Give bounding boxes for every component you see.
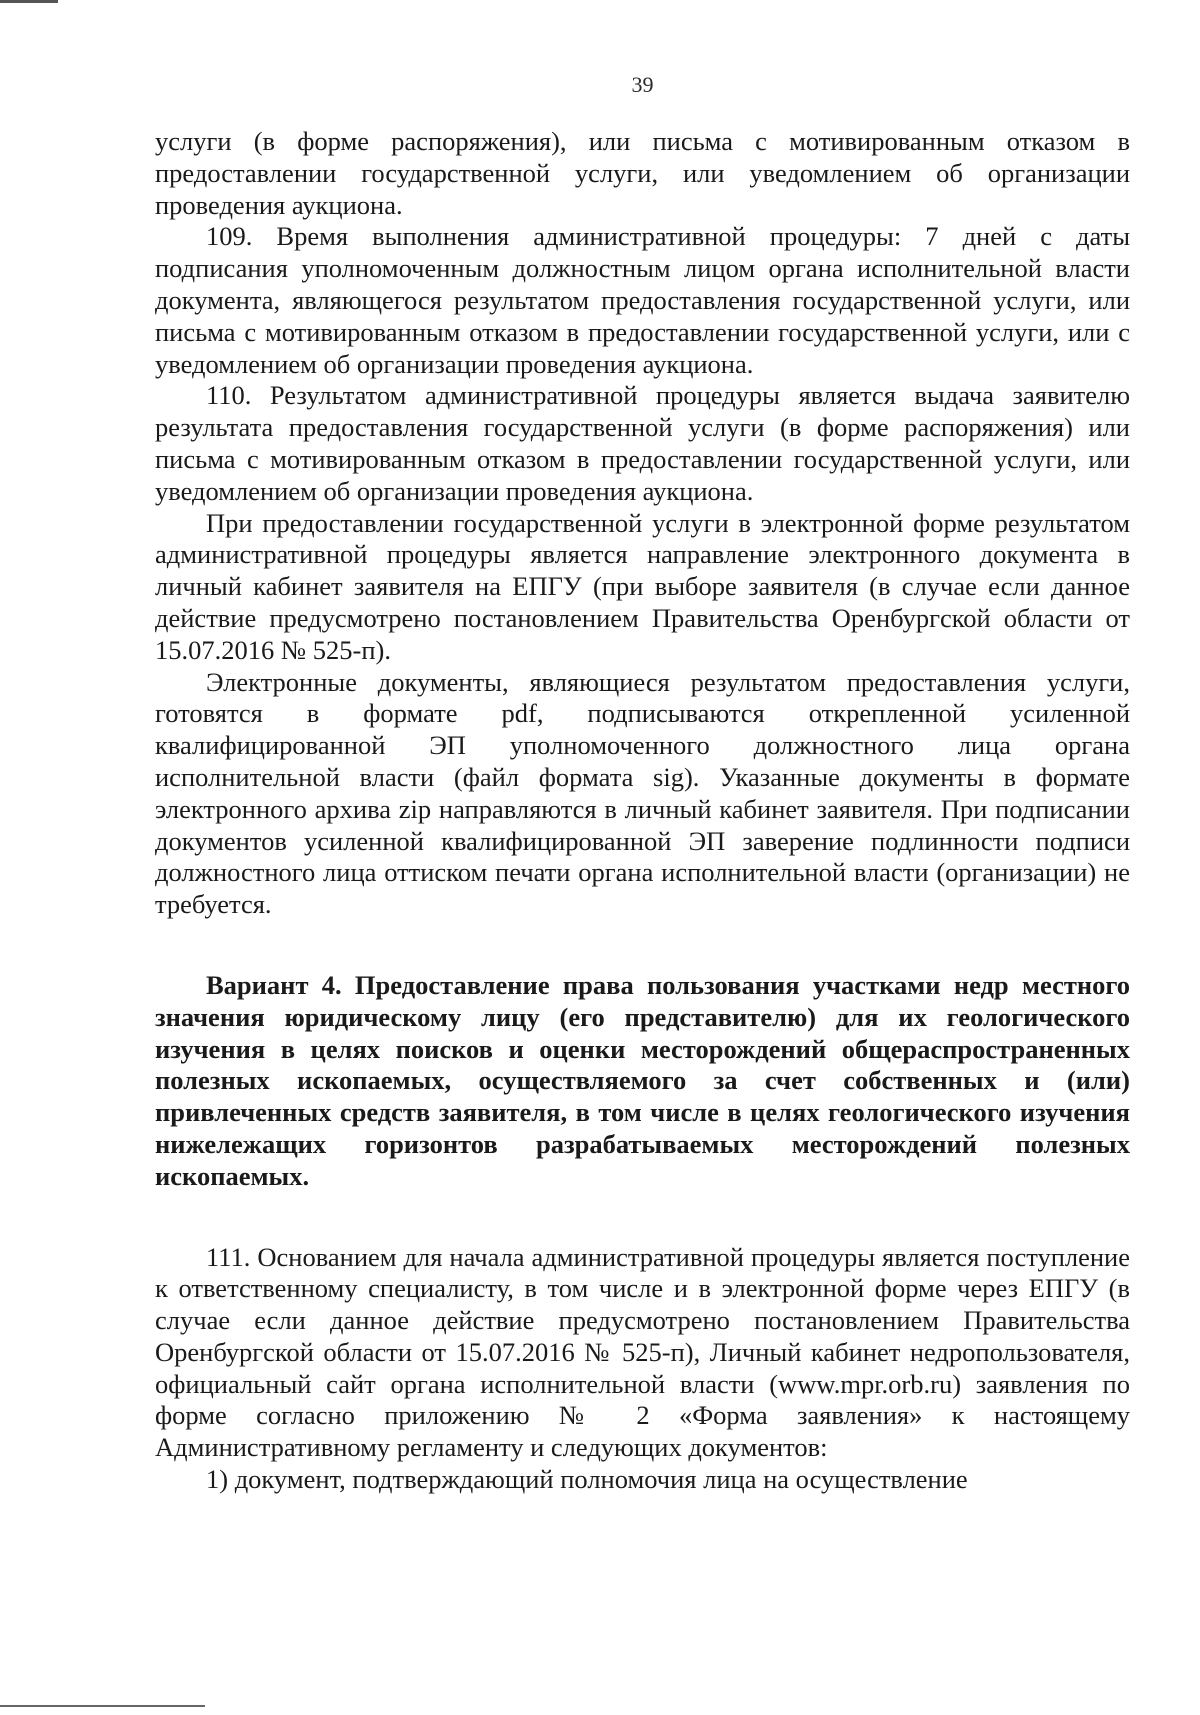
- scan-edge-mark-bottom: [0, 1705, 205, 1707]
- paragraph-continuation: услуги (в форме распоряжения), или письма с мотивированным отказом в предоставлении государственной услуги, или уведомлением об организации проведения аукциона.: [155, 126, 1130, 220]
- list-item-1: 1) документ, подтверждающий полномочия лица на осуществление: [206, 1464, 968, 1495]
- paragraph-electronic-documents: Электронные документы, являющиеся результатом предоставления услуги, готовятся в формате pdf, подписываются открепленной усиленной квалифицированной ЭП уполномоченного должностного лица органа исполнительной власти (файл формата sig). Указанные документы в формате электронного архива zip направляются в личный кабинет заявителя. При подписании документов усиленной квалифицированной ЭП заверение подлинности подписи должностного лица оттиском печати органа исполнительной власти (организации) не требуется.: [155, 666, 1130, 920]
- page-number: 39: [631, 72, 654, 97]
- section-heading-variant-4: Вариант 4. Предоставление права пользования участками недр местного значения юридическому лицу (его представителю) для их геологического изучения в целях поисков и оценки месторождений общераспространенных полезных ископаемых, осуществляемого за счет собственных и (или) привлеченных средств заявителя, в том числе в целях геологического изучения нижележащих горизонтов разрабатываемых месторождений полезных ископаемых.: [155, 969, 1130, 1191]
- document-body: [155, 126, 1130, 1496]
- paragraph-111: 111. Основанием для начала административной процедуры является поступление к ответственному специалисту, в том числе и в электронной форме через ЕПГУ (в случае если данное действие предусмотрено постановлением Правительства Оренбургской области от 15.07.2016 № 525-п), Личный кабинет недропользователя, официальный сайт органа исполнительной власти (www.mpr.orb.ru) заявления по форме согласно приложению № 2 «Форма заявления» к настоящему Административному регламенту и следующих документов:: [155, 1241, 1130, 1463]
- spacer: [155, 1193, 1130, 1242]
- paragraph-110: 110. Результатом административной процедуры является выдача заявителю результата предоставления государственной услуги (в форме распоряжения) или письма с мотивированным отказом в предоставлении государственной услуги, или уведомлением об организации проведения аукциона.: [155, 380, 1130, 506]
- paragraph-electronic-result: При предоставлении государственной услуги в электронной форме результатом административной процедуры является направление электронного документа в личный кабинет заявителя на ЕПГУ (при выборе заявителя (в случае если данное действие предусмотрено постановлением Правительства Оренбургской области от 15.07.2016 № 525-п).: [155, 507, 1130, 665]
- spacer: [155, 921, 1130, 970]
- scan-edge-mark-top: [0, 0, 58, 3]
- paragraph-109: 109. Время выполнения административной процедуры: 7 дней с даты подписания уполномоченным должностным лицом органа исполнительной власти документа, являющегося результатом предоставления государственной услуги, или письма с мотивированным отказом в предоставлении государственной услуги, или с уведомлением об организации проведения аукциона.: [155, 221, 1130, 379]
